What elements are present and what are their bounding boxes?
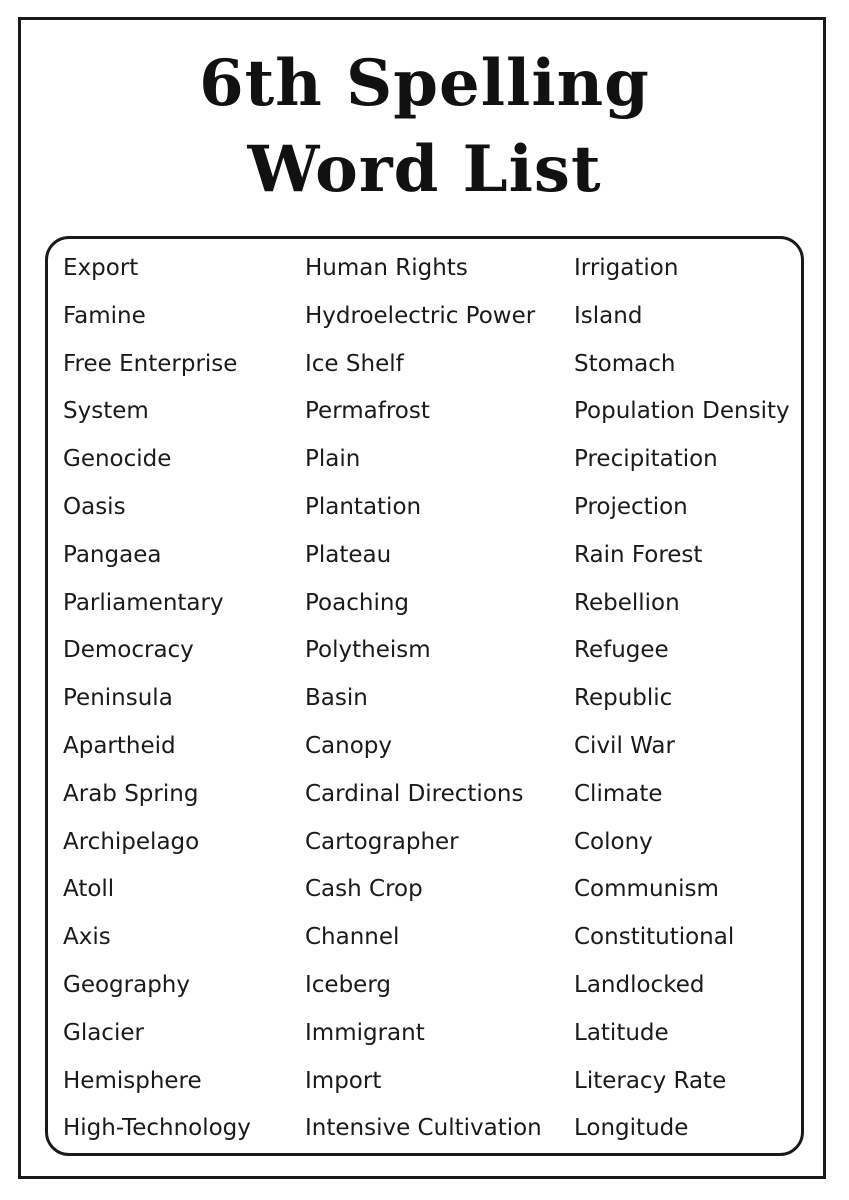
spelling-word: Island xyxy=(574,302,643,329)
spelling-word: Plateau xyxy=(305,541,392,568)
spelling-word: Plantation xyxy=(305,493,422,520)
spelling-word: Republic xyxy=(574,685,673,712)
spelling-word: Atoll xyxy=(63,876,115,903)
spelling-word: Oasis xyxy=(63,493,126,520)
spelling-word: Parliamentary xyxy=(63,589,224,616)
word-column-3 xyxy=(574,247,790,1155)
spelling-word: Hydroelectric Power xyxy=(305,302,536,329)
spelling-word: Axis xyxy=(63,924,111,951)
spelling-word: Peninsula xyxy=(63,685,173,712)
spelling-word: Landlocked xyxy=(574,971,705,998)
spelling-word: Longitude xyxy=(574,1115,689,1142)
spelling-word: Ice Shelf xyxy=(305,350,404,377)
spelling-word: Projection xyxy=(574,493,688,520)
spelling-word: Glacier xyxy=(63,1019,144,1046)
spelling-word: Famine xyxy=(63,302,146,329)
spelling-word: Refugee xyxy=(574,637,669,664)
spelling-word: Population Density xyxy=(574,398,790,425)
spelling-word: Channel xyxy=(305,924,400,951)
spelling-word: Civil War xyxy=(574,732,675,759)
spelling-word: Literacy Rate xyxy=(574,1067,727,1094)
spelling-word: Climate xyxy=(574,780,663,807)
spelling-word: Genocide xyxy=(63,446,172,473)
spelling-word: High-Technology xyxy=(63,1115,251,1142)
spelling-word: Hemisphere xyxy=(63,1067,202,1094)
spelling-word: Irrigation xyxy=(574,255,679,281)
spelling-word: Cartographer xyxy=(305,828,459,855)
spelling-word: System xyxy=(63,398,149,425)
spelling-word: Arab Spring xyxy=(63,780,199,807)
spelling-word: Poaching xyxy=(305,589,410,616)
spelling-word: Precipitation xyxy=(574,446,718,473)
spelling-word: Polytheism xyxy=(305,637,431,664)
spelling-word: Cardinal Directions xyxy=(305,780,524,807)
spelling-word: Import xyxy=(305,1067,382,1094)
spelling-word: Immigrant xyxy=(305,1019,425,1046)
spelling-word: Geography xyxy=(63,971,190,998)
spelling-word: Permafrost xyxy=(305,398,430,425)
page-title-line-1: 6th Spelling xyxy=(199,46,650,121)
word-column-2 xyxy=(305,247,542,1155)
spelling-word: Free Enterprise xyxy=(63,350,238,377)
spelling-word: Colony xyxy=(574,828,653,855)
spelling-word: Intensive Cultivation xyxy=(305,1115,542,1142)
spelling-word: Stomach xyxy=(574,350,676,377)
spelling-word: Communism xyxy=(574,876,719,903)
spelling-word: Democracy xyxy=(63,637,194,664)
spelling-word: Export xyxy=(63,255,139,281)
spelling-word: Canopy xyxy=(305,732,393,759)
spelling-word: Basin xyxy=(305,685,368,712)
spelling-word: Rain Forest xyxy=(574,541,703,568)
spelling-word: Iceberg xyxy=(305,971,391,998)
spelling-word: Plain xyxy=(305,446,361,473)
spelling-word: Cash Crop xyxy=(305,876,423,903)
word-column-1 xyxy=(63,247,251,1155)
spelling-word: Constitutional xyxy=(574,924,735,951)
spelling-word: Pangaea xyxy=(63,541,162,568)
spelling-word: Apartheid xyxy=(63,732,176,759)
spelling-word: Latitude xyxy=(574,1019,669,1046)
page-title-line-2: Word List xyxy=(247,132,602,207)
spelling-word: Human Rights xyxy=(305,255,468,281)
spelling-word: Archipelago xyxy=(63,828,200,855)
spelling-word: Rebellion xyxy=(574,589,680,616)
